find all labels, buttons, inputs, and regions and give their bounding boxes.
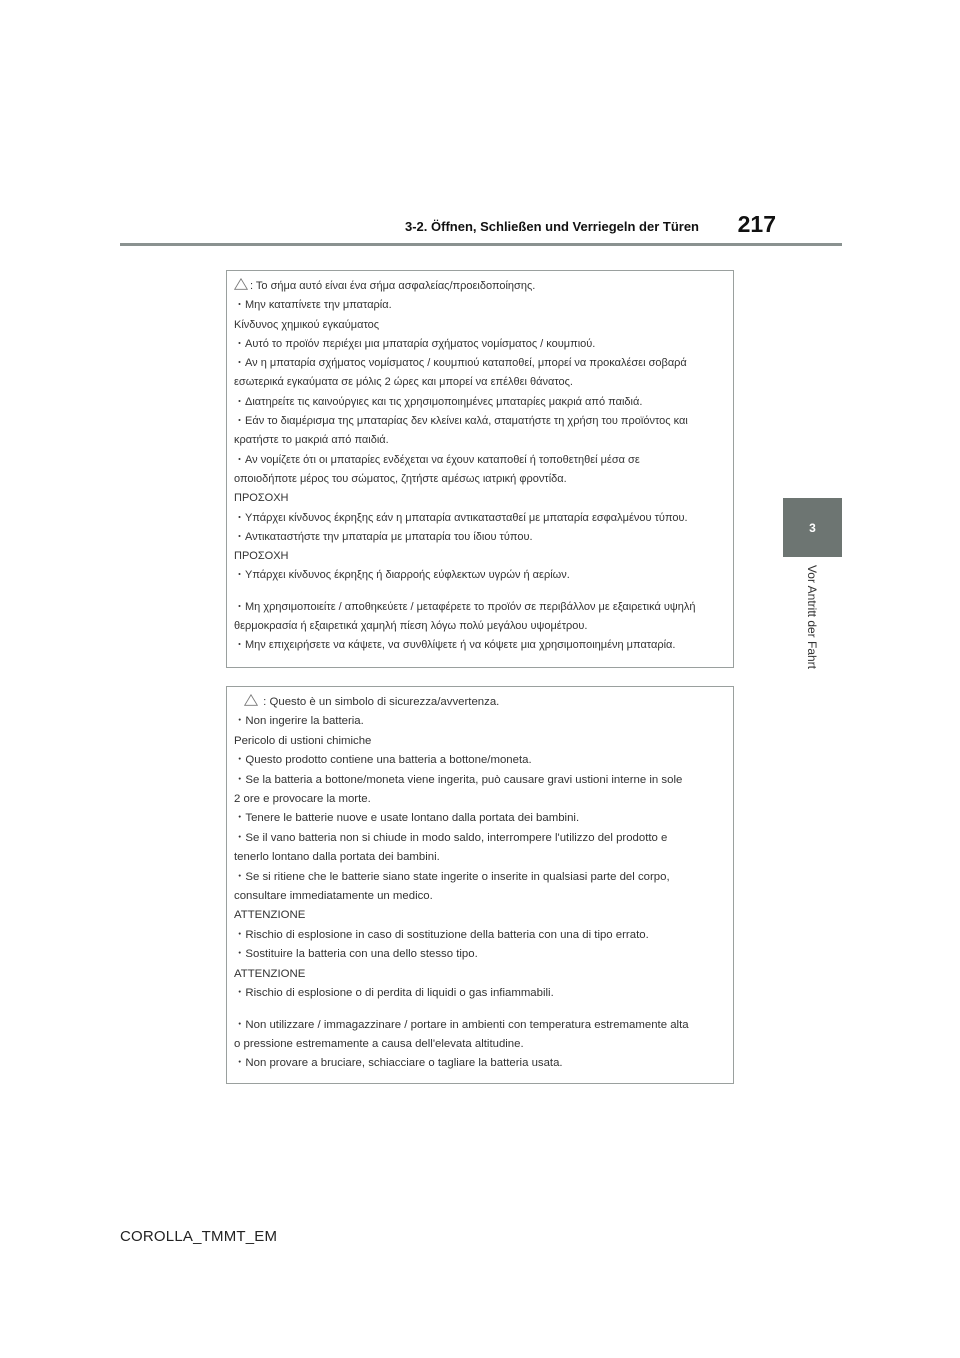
greek-line: οποιοδήποτε μέρος του σώματος, ζητήστε αμέσως ιατρική φροντίδα. <box>234 472 567 485</box>
header-rule <box>120 243 842 246</box>
page-number: 217 <box>737 211 776 237</box>
greek-line: εσωτερικά εγκαύματα σε μόλις 2 ώρες και μπορεί να επέλθει θάνατος. <box>234 376 573 389</box>
greek-line: ・Μη χρησιμοποιείτε / αποθηκεύετε / μεταφέρετε το προϊόν σε περιβάλλον με εξαιρετικά υψηλή <box>234 600 696 613</box>
greek-line: ・Εάν το διαμέρισμα της μπαταρίας δεν κλείνει καλά, σταματήστε τη χρήση του προϊόντος και <box>234 415 688 428</box>
greek-line: κρατήστε το μακριά από παιδιά. <box>234 434 389 447</box>
italian-line: ・Non ingerire la batteria. <box>234 715 364 728</box>
italian-line: ・Non utilizzare / immagazzinare / portare in ambienti con temperatura estremamente alta <box>234 1018 689 1031</box>
greek-line: ・Αν η μπαταρία σχήματος νομίσματος / κουμπιού καταποθεί, μπορεί να προκαλέσει σοβαρά <box>234 357 687 370</box>
italian-warning-box <box>226 686 734 1084</box>
chapter-side-label: Vor Antritt der Fahrt <box>805 564 819 670</box>
italian-line: ・Rischio di esplosione in caso di sostituzione della batteria con una di tipo errato. <box>234 928 649 941</box>
italian-heading: ATTENZIONE <box>234 967 306 980</box>
footer-code: COROLLA_TMMT_EM <box>120 1228 278 1245</box>
greek-line: ・Αυτό το προϊόν περιέχει μια μπαταρία σχήματος νομίσματος / κουμπιού. <box>234 337 596 350</box>
greek-warning-box <box>226 270 734 668</box>
italian-line: o pressione estremamente a causa dell'elevata altitudine. <box>234 1037 524 1050</box>
greek-line: ・Μην καταπίνετε την μπαταρία. <box>234 299 392 312</box>
italian-line: ・Rischio di esplosione o di perdita di liquidi o gas infiammabili. <box>234 987 554 1000</box>
greek-line: ・Υπάρχει κίνδυνος έκρηξης ή διαρροής εύφλεκτων υγρών ή αερίων. <box>234 569 570 582</box>
warning-triangle-icon <box>244 694 258 706</box>
section-title: 3-2. Öffnen, Schließen und Verriegeln der Türen <box>404 219 699 234</box>
greek-heading: ΠΡΟΣΟΧΗ <box>234 492 289 505</box>
italian-heading: Pericolo di ustioni chimiche <box>234 734 372 747</box>
italian-line: ・Se il vano batteria non si chiude in modo saldo, interrompere l'utilizzo del prodotto e <box>234 831 668 844</box>
chapter-number: 3 <box>809 520 816 535</box>
greek-heading: ΠΡΟΣΟΧΗ <box>234 550 289 563</box>
italian-line: ・Tenere le batterie nuove e usate lontano dalla portata dei bambini. <box>234 812 580 825</box>
greek-line: θερμοκρασία ή εξαιρετικά χαμηλή πίεση λόγω πολύ μεγάλου υψομέτρου. <box>234 620 588 633</box>
italian-heading: ATTENZIONE <box>234 909 306 922</box>
italian-line: ・Questo prodotto contiene una batteria a bottone/moneta. <box>234 754 532 767</box>
greek-line: ・Υπάρχει κίνδυνος έκρηξης εάν η μπαταρία αντικατασταθεί με μπαταρία εσφαλμένου τύπου. <box>234 511 688 524</box>
italian-line: ・Se si ritiene che le batterie siano state ingerite o inserite in qualsiasi parte del corpo, <box>234 870 670 883</box>
greek-line: ・Διατηρείτε τις καινούργιες και τις χρησιμοποιημένες μπαταρίες μακριά από παιδιά. <box>234 395 643 408</box>
italian-line: 2 ore e provocare la morte. <box>234 793 371 806</box>
italian-line: consultare immediatamente un medico. <box>234 890 433 903</box>
greek-line: : Το σήμα αυτό είναι ένα σήμα ασφαλείας/προειδοποίησης. <box>234 277 723 296</box>
greek-line: ・Μην επιχειρήσετε να κάψετε, να συνθλίψετε ή να κόψετε μια χρησιμοποιημένη μπαταρία. <box>234 639 676 652</box>
italian-line: ・Sostituire la batteria con una dello stesso tipo. <box>234 948 478 961</box>
greek-line: ・Αντικαταστήστε την μπαταρία με μπαταρία του ίδιου τύπου. <box>234 530 533 543</box>
italian-line: : Questo è un simbolo di sicurezza/avvertenza. <box>234 693 723 712</box>
greek-line: ・Αν νομίζετε ότι οι μπαταρίες ενδέχεται να έχουν καταποθεί ή τοποθετηθεί μέσα σε <box>234 453 640 466</box>
italian-line: ・Non provare a bruciare, schiacciare o tagliare la batteria usata. <box>234 1057 563 1070</box>
warning-triangle-icon <box>234 278 248 290</box>
italian-line: tenerlo lontano dalla portata dei bambini. <box>234 851 440 864</box>
italian-line: ・Se la batteria a bottone/moneta viene ingerita, può causare gravi ustioni interne in sole <box>234 773 683 786</box>
greek-heading: Κίνδυνος χημικού εγκαύματος <box>234 318 380 331</box>
